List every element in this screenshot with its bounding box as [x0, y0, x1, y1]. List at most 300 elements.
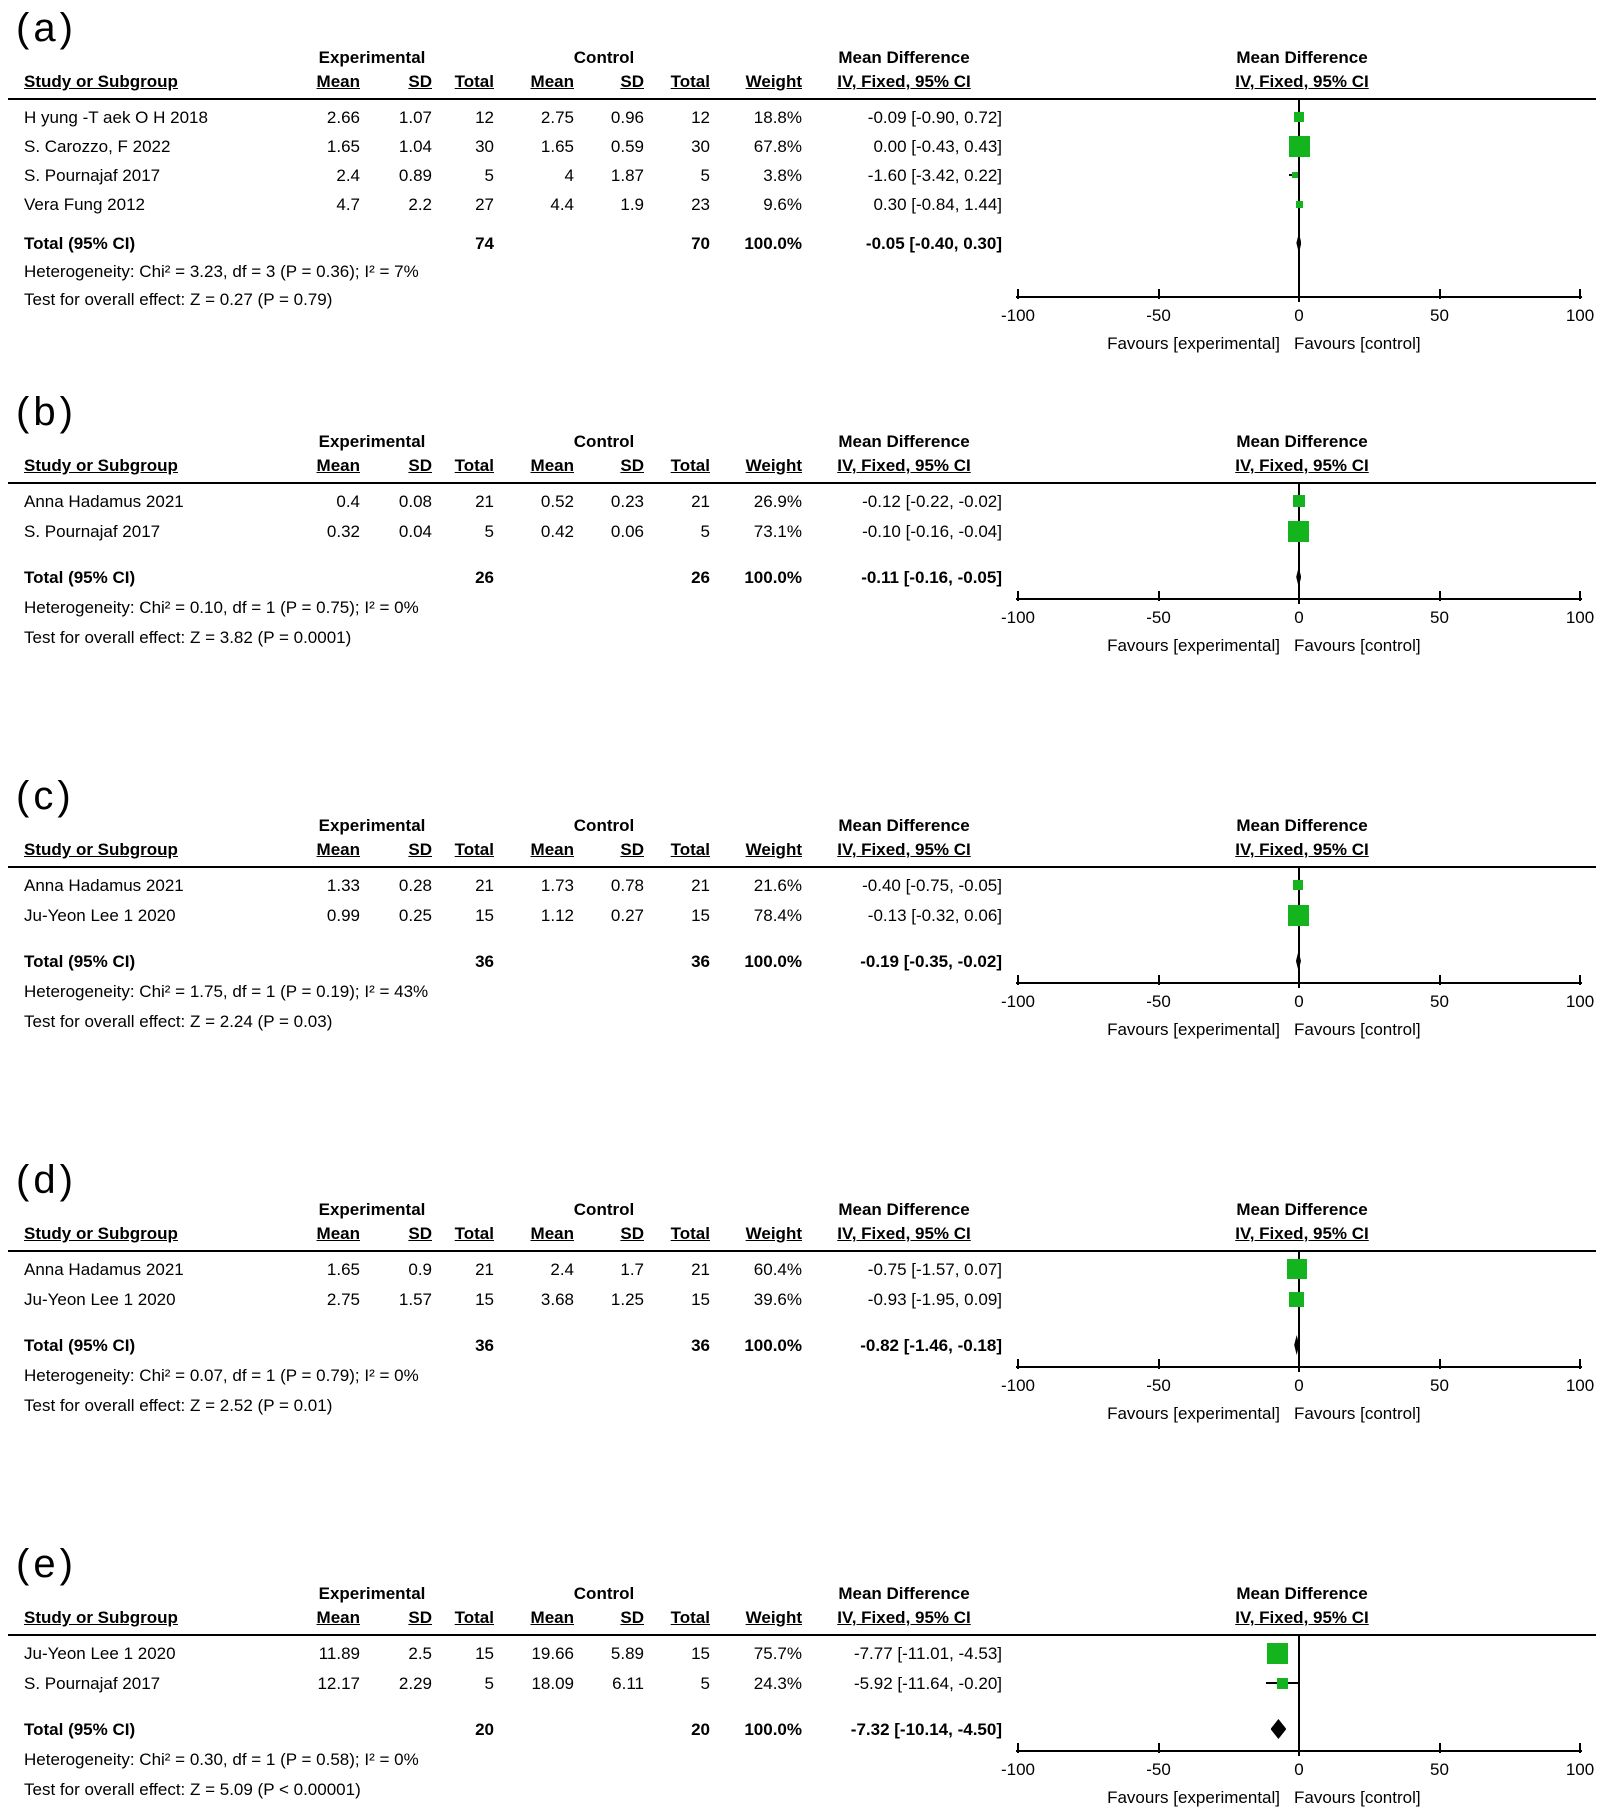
favours-experimental-label: Favours [experimental] [1107, 334, 1280, 353]
total-control-n: 26 [691, 568, 710, 587]
method-text-column-header: IV, Fixed, 95% CI [837, 840, 971, 859]
panel-label: (d) [16, 1158, 77, 1202]
total-row-label: Total (95% CI) [24, 1336, 136, 1355]
axis-tick-label: -100 [1000, 608, 1036, 627]
study-e_sd: 1.04 [398, 137, 432, 156]
study-c_n: 15 [691, 1644, 710, 1663]
study-c_n: 30 [691, 137, 710, 156]
effect-square [1277, 1678, 1288, 1689]
method-plot-column-header: IV, Fixed, 95% CI [1235, 1608, 1369, 1627]
study-weight: 3.8% [763, 166, 802, 185]
method-plot-column-header: IV, Fixed, 95% CI [1235, 72, 1369, 91]
study-e_n: 12 [475, 108, 494, 127]
method-text-column-header: IV, Fixed, 95% CI [837, 1224, 971, 1243]
forest-panel-b [0, 390, 1600, 750]
study-e_sd: 2.5 [408, 1644, 432, 1663]
mean-difference-plot-header: Mean Difference [1236, 1200, 1368, 1219]
study-c_n: 12 [691, 108, 710, 127]
study-column-header: Study or Subgroup [24, 840, 178, 859]
c_mean-column-header: Mean [530, 840, 574, 859]
overall-effect-text: Test for overall effect: Z = 0.27 (P = 0.79) [24, 290, 333, 309]
forest-panel-a [0, 6, 1600, 366]
study-c_mean: 2.75 [540, 108, 574, 127]
weight-column-header: Weight [745, 1608, 802, 1627]
study-e_sd: 0.25 [398, 906, 432, 925]
favours-control-label: Favours [control] [1294, 334, 1421, 353]
axis-tick-label: 50 [1430, 992, 1449, 1011]
axis-tick-label: -50 [1146, 608, 1171, 627]
panel-label: (e) [16, 1542, 77, 1586]
study-c_sd: 5.89 [610, 1644, 644, 1663]
study-e_mean: 2.66 [326, 108, 360, 127]
study-c_mean: 1.73 [540, 876, 574, 895]
axis-tick-label: -50 [1146, 1376, 1171, 1395]
study-name: Anna Hadamus 2021 [24, 492, 184, 511]
c_n-column-header: Total [670, 840, 710, 859]
c_n-column-header: Total [670, 1224, 710, 1243]
c_sd-column-header: SD [620, 1224, 644, 1243]
study-ci-text: 0.00 [-0.43, 0.43] [873, 137, 1002, 156]
study-e_n: 15 [475, 1644, 494, 1663]
effect-square [1288, 905, 1309, 926]
study-e_mean: 1.65 [326, 137, 360, 156]
total-experimental-n: 36 [475, 1336, 494, 1355]
study-c_n: 5 [700, 522, 710, 541]
study-c_n: 5 [700, 166, 710, 185]
axis-tick-label: -100 [1000, 992, 1036, 1011]
e_mean-column-header: Mean [316, 1608, 360, 1627]
study-e_sd: 2.29 [398, 1674, 432, 1693]
study-ci-text: -7.77 [-11.01, -4.53] [853, 1644, 1002, 1663]
mean-difference-text-header: Mean Difference [838, 48, 970, 67]
axis-tick-label: -50 [1146, 992, 1171, 1011]
study-c_mean: 0.52 [540, 492, 574, 511]
axis-tick-label: 0 [1294, 1376, 1304, 1395]
study-e_mean: 0.32 [326, 522, 360, 541]
study-name: S. Pournajaf 2017 [24, 166, 161, 185]
study-e_mean: 1.33 [326, 876, 360, 895]
control-group-header: Control [573, 48, 635, 67]
study-e_n: 30 [475, 137, 494, 156]
axis-tick [1017, 975, 1019, 985]
study-c_sd: 0.78 [610, 876, 644, 895]
study-e_mean: 11.89 [318, 1644, 360, 1663]
e_mean-column-header: Mean [316, 456, 360, 475]
header-rule [8, 866, 1596, 868]
axis-tick [1158, 591, 1160, 601]
axis-tick-label: 50 [1430, 1760, 1449, 1779]
effect-square [1296, 201, 1303, 208]
total-row-label: Total (95% CI) [24, 952, 136, 971]
mean-difference-text-header: Mean Difference [838, 1584, 970, 1603]
c_mean-column-header: Mean [530, 72, 574, 91]
study-c_n: 23 [691, 195, 710, 214]
forest-panel-d [0, 1158, 1600, 1518]
study-ci-text: -0.40 [-0.75, -0.05] [862, 876, 1002, 895]
c_n-column-header: Total [670, 456, 710, 475]
pooled-diamond [1296, 567, 1301, 587]
weight-column-header: Weight [745, 840, 802, 859]
study-e_mean: 0.99 [326, 906, 360, 925]
study-name: Ju-Yeon Lee 1 2020 [24, 906, 176, 925]
study-c_sd: 0.59 [610, 137, 644, 156]
weight-column-header: Weight [745, 1224, 802, 1243]
axis-tick [1158, 1743, 1160, 1753]
study-c_mean: 18.09 [531, 1674, 574, 1693]
study-c_n: 21 [691, 1260, 710, 1279]
axis-tick [1158, 289, 1160, 299]
control-group-header: Control [573, 816, 635, 835]
total-row-label: Total (95% CI) [24, 234, 136, 253]
axis-tick [1439, 1743, 1441, 1753]
study-c_mean: 19.66 [531, 1644, 574, 1663]
axis-tick-label: 0 [1294, 1760, 1304, 1779]
study-weight: 75.7% [753, 1644, 802, 1663]
heterogeneity-text: Heterogeneity: Chi² = 0.07, df = 1 (P = 0.79); I² = 0% [24, 1366, 419, 1385]
axis-tick [1017, 289, 1019, 299]
study-name: S. Pournajaf 2017 [24, 522, 161, 541]
study-ci-text: -0.10 [-0.16, -0.04] [862, 522, 1002, 541]
e_n-column-header: Total [454, 1224, 494, 1243]
study-c_mean: 4.4 [550, 195, 574, 214]
mean-difference-text-header: Mean Difference [838, 816, 970, 835]
mean-difference-plot-header: Mean Difference [1236, 48, 1368, 67]
study-e_mean: 12.17 [317, 1674, 360, 1693]
favours-experimental-label: Favours [experimental] [1107, 1020, 1280, 1039]
study-e_mean: 2.4 [336, 166, 360, 185]
axis-tick [1579, 1359, 1581, 1369]
total-experimental-n: 36 [475, 952, 494, 971]
study-c_n: 15 [691, 1290, 710, 1309]
study-e_n: 15 [475, 1290, 494, 1309]
study-e_sd: 0.89 [398, 166, 432, 185]
heterogeneity-text: Heterogeneity: Chi² = 1.75, df = 1 (P = 0.19); I² = 43% [24, 982, 429, 1001]
e_mean-column-header: Mean [316, 72, 360, 91]
study-name: H yung -T aek O H 2018 [24, 108, 208, 127]
study-e_mean: 0.4 [336, 492, 360, 511]
e_sd-column-header: SD [408, 840, 432, 859]
header-rule [8, 1250, 1596, 1252]
e_n-column-header: Total [454, 456, 494, 475]
c_sd-column-header: SD [620, 1608, 644, 1627]
study-c_mean: 3.68 [540, 1290, 574, 1309]
study-e_n: 21 [475, 492, 494, 511]
experimental-group-header: Experimental [318, 1584, 426, 1603]
e_n-column-header: Total [454, 840, 494, 859]
axis-tick-label: 50 [1430, 1376, 1449, 1395]
axis-tick [1439, 289, 1441, 299]
favours-control-label: Favours [control] [1294, 1020, 1421, 1039]
study-weight: 39.6% [753, 1290, 802, 1309]
mean-difference-plot-header: Mean Difference [1236, 432, 1368, 451]
study-ci-text: 0.30 [-0.84, 1.44] [873, 195, 1002, 214]
effect-square [1289, 136, 1310, 157]
study-weight: 26.9% [753, 492, 802, 511]
study-e_sd: 0.08 [398, 492, 432, 511]
effect-square [1294, 112, 1304, 122]
study-e_sd: 1.07 [398, 108, 432, 127]
e_sd-column-header: SD [408, 72, 432, 91]
study-weight: 78.4% [753, 906, 802, 925]
e_sd-column-header: SD [408, 1224, 432, 1243]
total-control-n: 70 [691, 234, 710, 253]
c_n-column-header: Total [670, 72, 710, 91]
study-e_n: 21 [475, 1260, 494, 1279]
study-e_sd: 0.04 [398, 522, 432, 541]
study-column-header: Study or Subgroup [24, 72, 178, 91]
axis-tick-label: 0 [1294, 992, 1304, 1011]
study-weight: 73.1% [753, 522, 802, 541]
e_mean-column-header: Mean [316, 1224, 360, 1243]
study-e_n: 5 [484, 1674, 494, 1693]
study-e_n: 5 [484, 522, 494, 541]
axis-tick [1017, 591, 1019, 601]
study-e_mean: 2.75 [326, 1290, 360, 1309]
study-name: Ju-Yeon Lee 1 2020 [24, 1290, 176, 1309]
total-control-n: 36 [691, 952, 710, 971]
method-text-column-header: IV, Fixed, 95% CI [837, 72, 971, 91]
experimental-group-header: Experimental [318, 1200, 426, 1219]
panel-label: (a) [16, 6, 77, 50]
study-weight: 21.6% [753, 876, 802, 895]
total-control-n: 20 [691, 1720, 710, 1739]
favours-experimental-label: Favours [experimental] [1107, 1788, 1280, 1807]
study-c_sd: 0.96 [610, 108, 644, 127]
axis-tick-label: 100 [1565, 1376, 1595, 1395]
axis-tick [1017, 1359, 1019, 1369]
axis-tick-label: -100 [1000, 1760, 1036, 1779]
axis-tick [1298, 975, 1300, 985]
study-e_mean: 1.65 [326, 1260, 360, 1279]
study-c_sd: 1.87 [610, 166, 644, 185]
axis-tick-label: 0 [1294, 306, 1304, 325]
total-weight: 100.0% [744, 234, 802, 253]
zero-line [1298, 1636, 1300, 1756]
study-name: S. Pournajaf 2017 [24, 1674, 161, 1693]
pooled-diamond [1271, 1719, 1287, 1739]
total-control-n: 36 [691, 1336, 710, 1355]
overall-effect-text: Test for overall effect: Z = 2.52 (P = 0.01) [24, 1396, 333, 1415]
axis-tick [1579, 1743, 1581, 1753]
effect-square [1288, 521, 1309, 542]
c_mean-column-header: Mean [530, 1608, 574, 1627]
total-ci-text: -0.11 [-0.16, -0.05] [861, 568, 1002, 587]
axis-tick [1439, 591, 1441, 601]
study-column-header: Study or Subgroup [24, 1608, 178, 1627]
axis-tick-label: 100 [1565, 992, 1595, 1011]
header-rule [8, 1634, 1596, 1636]
overall-effect-text: Test for overall effect: Z = 2.24 (P = 0.03) [24, 1012, 333, 1031]
axis-tick [1439, 1359, 1441, 1369]
total-ci-text: -0.19 [-0.35, -0.02] [860, 952, 1002, 971]
study-c_mean: 4 [564, 166, 574, 185]
study-c_sd: 6.11 [612, 1674, 644, 1693]
study-c_sd: 1.25 [610, 1290, 644, 1309]
axis-tick-label: -100 [1000, 1376, 1036, 1395]
mean-difference-plot-header: Mean Difference [1236, 816, 1368, 835]
study-e_sd: 2.2 [408, 195, 432, 214]
axis-tick-label: 100 [1565, 608, 1595, 627]
axis-tick [1579, 289, 1581, 299]
effect-square [1293, 495, 1305, 507]
total-row-label: Total (95% CI) [24, 1720, 136, 1739]
study-weight: 60.4% [753, 1260, 802, 1279]
axis-tick-label: 100 [1565, 1760, 1595, 1779]
study-e_sd: 1.57 [398, 1290, 432, 1309]
total-weight: 100.0% [744, 952, 802, 971]
c_mean-column-header: Mean [530, 1224, 574, 1243]
study-ci-text: -0.12 [-0.22, -0.02] [862, 492, 1002, 511]
study-c_sd: 0.27 [610, 906, 644, 925]
study-e_n: 27 [475, 195, 494, 214]
axis-tick [1158, 975, 1160, 985]
method-plot-column-header: IV, Fixed, 95% CI [1235, 840, 1369, 859]
total-weight: 100.0% [744, 1720, 802, 1739]
study-weight: 24.3% [753, 1674, 802, 1693]
header-rule [8, 98, 1596, 100]
heterogeneity-text: Heterogeneity: Chi² = 0.10, df = 1 (P = 0.75); I² = 0% [24, 598, 419, 617]
pooled-diamond [1296, 951, 1301, 971]
total-ci-text: -0.05 [-0.40, 0.30] [865, 234, 1002, 253]
method-plot-column-header: IV, Fixed, 95% CI [1235, 1224, 1369, 1243]
experimental-group-header: Experimental [318, 48, 426, 67]
axis-tick-label: -50 [1146, 1760, 1171, 1779]
study-column-header: Study or Subgroup [24, 456, 178, 475]
study-c_n: 15 [691, 906, 710, 925]
study-name: Vera Fung 2012 [24, 195, 145, 214]
effect-square [1292, 172, 1298, 178]
axis-tick-label: 0 [1294, 608, 1304, 627]
total-experimental-n: 20 [475, 1720, 494, 1739]
axis-tick [1439, 975, 1441, 985]
study-c_sd: 0.23 [610, 492, 644, 511]
favours-experimental-label: Favours [experimental] [1107, 636, 1280, 655]
axis-tick [1298, 591, 1300, 601]
method-plot-column-header: IV, Fixed, 95% CI [1235, 456, 1369, 475]
e_sd-column-header: SD [408, 1608, 432, 1627]
method-text-column-header: IV, Fixed, 95% CI [837, 456, 971, 475]
forest-panel-c [0, 774, 1600, 1134]
mean-difference-plot-header: Mean Difference [1236, 1584, 1368, 1603]
effect-square [1267, 1643, 1288, 1664]
total-row-label: Total (95% CI) [24, 568, 136, 587]
study-ci-text: -0.75 [-1.57, 0.07] [867, 1260, 1002, 1279]
panel-label: (c) [16, 774, 75, 818]
control-group-header: Control [573, 1200, 635, 1219]
weight-column-header: Weight [745, 456, 802, 475]
study-c_sd: 0.06 [610, 522, 644, 541]
study-c_n: 5 [700, 1674, 710, 1693]
overall-effect-text: Test for overall effect: Z = 5.09 (P < 0.00001) [24, 1780, 361, 1799]
effect-square [1287, 1259, 1307, 1279]
favours-control-label: Favours [control] [1294, 1404, 1421, 1423]
experimental-group-header: Experimental [318, 816, 426, 835]
axis-tick [1579, 975, 1581, 985]
favours-experimental-label: Favours [experimental] [1107, 1404, 1280, 1423]
e_mean-column-header: Mean [316, 840, 360, 859]
axis-tick [1298, 1359, 1300, 1369]
study-name: Anna Hadamus 2021 [24, 876, 184, 895]
study-ci-text: -0.93 [-1.95, 0.09] [867, 1290, 1002, 1309]
study-e_sd: 0.28 [398, 876, 432, 895]
study-weight: 18.8% [753, 108, 802, 127]
method-text-column-header: IV, Fixed, 95% CI [837, 1608, 971, 1627]
favours-control-label: Favours [control] [1294, 636, 1421, 655]
axis-tick-label: -100 [1000, 306, 1036, 325]
study-weight: 67.8% [753, 137, 802, 156]
study-name: Anna Hadamus 2021 [24, 1260, 184, 1279]
control-group-header: Control [573, 432, 635, 451]
axis-tick-label: 50 [1430, 608, 1449, 627]
study-e_n: 21 [475, 876, 494, 895]
c_mean-column-header: Mean [530, 456, 574, 475]
study-c_sd: 1.7 [620, 1260, 644, 1279]
study-column-header: Study or Subgroup [24, 1224, 178, 1243]
total-experimental-n: 74 [475, 234, 494, 253]
e_n-column-header: Total [454, 72, 494, 91]
favours-control-label: Favours [control] [1294, 1788, 1421, 1807]
c_sd-column-header: SD [620, 840, 644, 859]
mean-difference-text-header: Mean Difference [838, 1200, 970, 1219]
header-rule [8, 482, 1596, 484]
heterogeneity-text: Heterogeneity: Chi² = 3.23, df = 3 (P = 0.36); I² = 7% [24, 262, 419, 281]
axis-tick-label: 100 [1565, 306, 1595, 325]
total-weight: 100.0% [744, 568, 802, 587]
axis-tick [1017, 1743, 1019, 1753]
overall-effect-text: Test for overall effect: Z = 3.82 (P = 0.0001) [24, 628, 352, 647]
study-c_n: 21 [691, 876, 710, 895]
study-name: Ju-Yeon Lee 1 2020 [24, 1644, 176, 1663]
heterogeneity-text: Heterogeneity: Chi² = 0.30, df = 1 (P = 0.58); I² = 0% [24, 1750, 419, 1769]
study-ci-text: -0.13 [-0.32, 0.06] [867, 906, 1002, 925]
axis-tick [1579, 591, 1581, 601]
mean-difference-text-header: Mean Difference [838, 432, 970, 451]
study-c_sd: 1.9 [620, 195, 644, 214]
total-weight: 100.0% [744, 1336, 802, 1355]
total-ci-text: -7.32 [-10.14, -4.50] [850, 1720, 1002, 1739]
study-e_n: 15 [475, 906, 494, 925]
axis-tick-label: -50 [1146, 306, 1171, 325]
study-ci-text: -1.60 [-3.42, 0.22] [867, 166, 1002, 185]
e_n-column-header: Total [454, 1608, 494, 1627]
forest-panel-e [0, 1542, 1600, 1808]
control-group-header: Control [573, 1584, 635, 1603]
total-experimental-n: 26 [475, 568, 494, 587]
axis-tick [1298, 289, 1300, 299]
study-c_mean: 2.4 [550, 1260, 574, 1279]
axis-tick [1298, 1743, 1300, 1753]
study-name: S. Carozzo, F 2022 [24, 137, 171, 156]
c_sd-column-header: SD [620, 72, 644, 91]
axis-tick-label: 50 [1430, 306, 1449, 325]
study-e_mean: 4.7 [336, 195, 360, 214]
effect-square [1289, 1292, 1304, 1307]
panel-label: (b) [16, 390, 77, 434]
study-c_mean: 1.12 [540, 906, 574, 925]
experimental-group-header: Experimental [318, 432, 426, 451]
c_sd-column-header: SD [620, 456, 644, 475]
study-c_n: 21 [691, 492, 710, 511]
study-c_mean: 0.42 [540, 522, 574, 541]
study-weight: 9.6% [763, 195, 802, 214]
total-ci-text: -0.82 [-1.46, -0.18] [860, 1336, 1002, 1355]
study-ci-text: -0.09 [-0.90, 0.72] [867, 108, 1002, 127]
study-e_n: 5 [484, 166, 494, 185]
study-ci-text: -5.92 [-11.64, -0.20] [853, 1674, 1002, 1693]
study-c_mean: 1.65 [540, 137, 574, 156]
c_n-column-header: Total [670, 1608, 710, 1627]
e_sd-column-header: SD [408, 456, 432, 475]
